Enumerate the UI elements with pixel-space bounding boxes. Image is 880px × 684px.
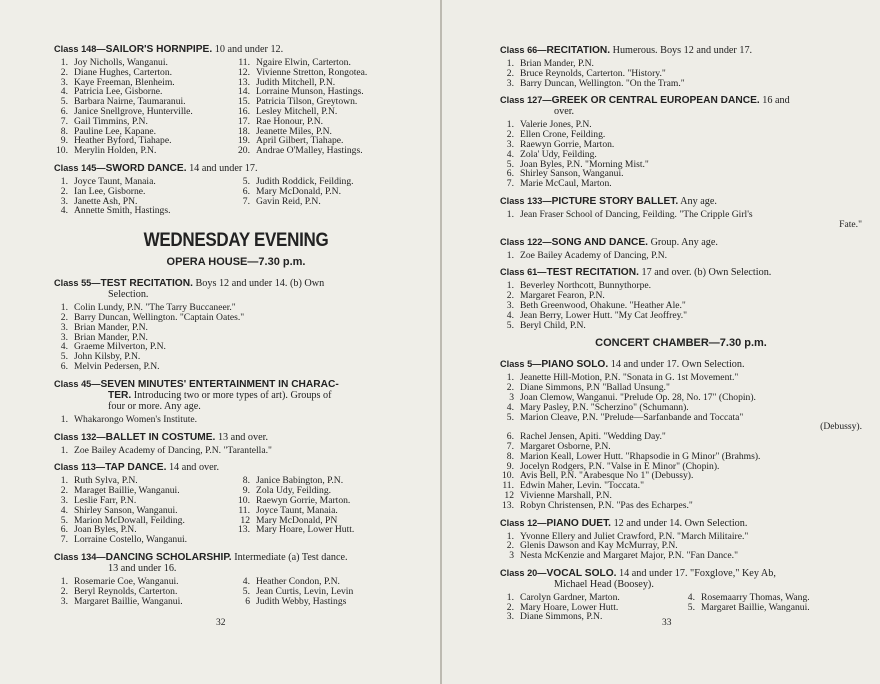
entry-number: 16.: [238, 105, 250, 117]
list-item: [54, 446, 418, 456]
page-number: 32: [216, 618, 226, 628]
entry-text: Nesta McKenzie and Margaret Major, P.N. "Fan Dance.": [520, 550, 738, 562]
entry-number: 3: [509, 550, 514, 562]
entry-text: Joy Nicholls, Wanganui.: [74, 57, 168, 68]
entry-number: 7.: [60, 534, 68, 546]
list-item: [54, 206, 236, 216]
entry-text: Patricia Lee, Gisborne.: [74, 86, 163, 98]
entry-number: 4.: [60, 504, 68, 516]
entry-number: 1.: [506, 208, 514, 220]
entry-text: Joyce Taunt, Manaia.: [74, 175, 156, 187]
entry-number: 10.: [502, 470, 514, 482]
list-item: [500, 179, 862, 189]
entry-number: 3.: [60, 195, 68, 207]
entry-text: Jean Berry, Lower Hutt. "My Cat Jeoffrey.": [520, 309, 688, 321]
entry-number: 2.: [506, 290, 514, 302]
entry-number: 5.: [60, 96, 68, 108]
entry-number: 15.: [238, 96, 250, 108]
entry-list: [500, 593, 681, 622]
entry-list: [236, 476, 418, 545]
entry-number: 2.: [506, 67, 514, 79]
list-item: [54, 535, 236, 545]
entry-text: Bruce Reynolds, Carterton. "History.": [520, 67, 666, 79]
entry-number: 1.: [60, 444, 68, 456]
entry-number: 13.: [502, 499, 514, 511]
entry-text: Janice Snellgrove, Hunterville.: [74, 105, 193, 117]
class-132-section: [54, 432, 418, 456]
entry-text: Zola Udy, Feilding.: [256, 485, 332, 497]
entry-number: 2.: [506, 601, 514, 613]
entry-number: 5.: [506, 411, 514, 423]
entry-number: 5.: [242, 585, 250, 597]
entry-number: 7.: [60, 115, 68, 127]
entry-number: 3.: [60, 595, 68, 607]
entry-number: 4.: [60, 205, 68, 217]
entry-text: Judith Webby, Hastings: [256, 595, 347, 607]
entry-text: Beryl Child, P.N.: [520, 319, 586, 331]
entry-number: 3.: [506, 138, 514, 150]
entry-text: Rachel Jensen, Apiti. "Wedding Day.": [520, 431, 666, 443]
entry-text: Joan Byles, P.N. "Morning Mist.": [520, 158, 649, 170]
entry-number: 3.: [506, 611, 514, 623]
entry-text: Mary Hoare, Lower Hutt.: [256, 524, 355, 536]
entry-number: 8.: [242, 475, 250, 487]
entry-text: Zoe Bailey Academy of Dancing, P.N. "Tarantella.": [74, 444, 272, 456]
list-item: [54, 146, 236, 156]
entry-number: 17.: [238, 115, 250, 127]
entry-list: [54, 577, 236, 606]
entry-text: Ngaire Elwin, Carterton.: [256, 57, 351, 68]
entry-list: [500, 532, 862, 561]
entry-text: Avis Bell, P.N. "Arabesque No 1" (Debussy).: [520, 470, 694, 482]
entry-text: Barry Duncan, Wellington. "Captain Oates.": [74, 311, 245, 323]
entry-text: Rae Honour, P.N.: [256, 115, 324, 127]
entry-text: Mary Hoare, Lower Hutt.: [520, 601, 619, 613]
entry-list: [500, 210, 862, 220]
entry-number: 8.: [60, 125, 68, 137]
class-55-section: [54, 278, 418, 372]
entry-text: Vivienne Stretton, Rongotea.: [256, 66, 368, 78]
entry-number: 19.: [238, 135, 250, 147]
entry-number: 6: [245, 595, 250, 607]
class-5-section: [500, 359, 862, 510]
list-item: [500, 251, 862, 261]
class-134-section: [54, 552, 418, 606]
entry-number: 9.: [242, 485, 250, 497]
class-45-section: [54, 379, 418, 425]
page-number: 33: [662, 618, 672, 628]
class-header: Class 127—GREEK OR CENTRAL EUROPEAN DANCE. 16 and over.: [500, 95, 790, 118]
entry-text: Gail Timmins, P.N.: [74, 115, 148, 127]
entry-number: 7.: [506, 178, 514, 190]
entry-list: [54, 58, 236, 156]
entry-text: Marion Keall, Lower Hutt. "Rhapsodie in G Minor" (Brahms).: [520, 450, 761, 462]
entry-number: 20.: [238, 145, 250, 157]
entry-list: [500, 251, 862, 261]
entry-number: 7.: [506, 440, 514, 452]
entry-text: Kaye Freeman, Blenheim.: [74, 76, 175, 88]
entry-text: Maraget Baillie, Wanganui.: [74, 485, 180, 497]
entry-text: Beverley Northcott, Bunnythorpe.: [520, 280, 652, 292]
entry-text: Ellen Crone, Feilding.: [520, 129, 606, 141]
entry-number: 18.: [238, 125, 250, 137]
entry-text: Jean Curtis, Levin, Levin: [256, 585, 354, 597]
entry-number: 3.: [506, 299, 514, 311]
entry-number: 12: [240, 514, 250, 526]
entry-list: [54, 303, 418, 372]
entry-text: Mary Pasley, P.N. "Scherzino" (Schumann).: [520, 401, 689, 413]
entry-text: Jean Fraser School of Dancing, Feilding. "The Cripple Girl's: [520, 208, 753, 220]
entry-list: [500, 120, 862, 189]
entry-number: 14.: [238, 86, 250, 98]
entry-number: 3.: [60, 321, 68, 333]
entry-text: Brian Mander, P.N.: [74, 321, 148, 333]
opera-house-venue: OPERA HOUSE—7.30 p.m.: [166, 256, 306, 269]
entry-text: Mary McDonald, PN: [256, 514, 338, 526]
entry-text: Lorraine Munson, Hastings.: [256, 86, 364, 98]
class-66-section: [500, 45, 862, 88]
entry-number: 6.: [242, 185, 250, 197]
entry-number: 6.: [506, 431, 514, 443]
class-header: Class 122—SONG AND DANCE. Group. Any age.: [500, 236, 718, 248]
entry-text: Jeanette Hill-Motion, P.N. "Sonata in G. 1st Movement.": [520, 372, 739, 384]
entry-number: 12: [504, 489, 514, 501]
entry-text: Heather Condon, P.N.: [256, 575, 340, 587]
entry-text: Vivienne Marshall, P.N.: [520, 489, 612, 501]
entry-number: 1.: [60, 302, 68, 314]
entry-list: [54, 446, 418, 456]
entry-number: 8.: [506, 450, 514, 462]
entry-list: [236, 177, 418, 216]
entry-text: Edwin Maher, Levin. "Toccata.": [520, 480, 644, 492]
entry-text: Gavin Reid, P.N.: [256, 195, 321, 207]
entry-number: 4.: [242, 575, 250, 587]
entry-number: 2.: [60, 185, 68, 197]
entry-text: Janice Babington, P.N.: [256, 475, 344, 487]
entry-number: 11.: [238, 57, 250, 68]
entry-number: 12.: [238, 66, 250, 78]
entry-text: Judith Mitchell, P.N.: [256, 76, 336, 88]
entry-text: Barbara Nairne, Taumaranui.: [74, 96, 186, 108]
entry-text: Margaret Baillie, Wanganui.: [701, 601, 810, 613]
list-item: [236, 146, 418, 156]
entry-text: Margaret Baillie, Wanganui.: [74, 595, 183, 607]
entry-number: 6.: [60, 105, 68, 117]
entry-number: 9.: [60, 135, 68, 147]
entry-text: Zola' Udy, Feilding.: [520, 148, 597, 160]
entry-number: 1.: [60, 475, 68, 487]
entry-text: Rosemaarry Thomas, Wang.: [701, 591, 810, 603]
entry-number: 1.: [506, 58, 514, 69]
entry-number: 5.: [60, 514, 68, 526]
entry-number: 1.: [506, 280, 514, 292]
entry-number: 5.: [60, 351, 68, 363]
entry-number: 6.: [60, 524, 68, 536]
list-item: [500, 413, 862, 423]
list-item: [54, 362, 418, 372]
class-113-section: [54, 462, 418, 545]
list-item: [681, 603, 862, 613]
entry-number: 3.: [60, 76, 68, 88]
list-item: [500, 79, 862, 89]
entry-number: 2.: [506, 382, 514, 394]
entry-number: 1.: [60, 413, 68, 425]
class-header: Class 55—TEST RECITATION. Boys 12 and under 14. (b) Own Selection.: [54, 278, 325, 301]
entry-list: [500, 281, 862, 330]
entry-number: 4.: [506, 309, 514, 321]
entry-number: 5.: [242, 175, 250, 187]
entry-text: Lorraine Costello, Wanganui.: [74, 534, 188, 546]
list-item: [500, 551, 862, 561]
entry-number: 1.: [506, 591, 514, 603]
entry-text: Pauline Lee, Kapane.: [74, 125, 157, 137]
entry-number: 10.: [238, 494, 250, 506]
entry-text: Jeanette Miles, P.N.: [256, 125, 332, 137]
class-header: Class 113—TAP DANCE. 14 and over.: [54, 462, 220, 474]
entry-text: Zoe Bailey Academy of Dancing, P.N.: [520, 249, 668, 261]
list-item: [236, 197, 418, 207]
entry-number: 6.: [60, 360, 68, 372]
class-header: Class 148—SAILOR'S HORNPIPE. 10 and under 12.: [54, 44, 284, 55]
list-item: [236, 597, 418, 607]
entry-text: Marion Cleave, P.N. "Prelude—Sarfanbande and Toccata": [520, 411, 744, 423]
entry-number: 13.: [238, 76, 250, 88]
entry-number: 1.: [506, 530, 514, 542]
entry-text: Raewyn Gorrie, Marton.: [520, 138, 615, 150]
entry-number: 7.: [242, 195, 250, 207]
entry-text: Lesley Mitchell, P.N.: [256, 105, 338, 117]
entry-list: [236, 58, 418, 156]
list-item: [500, 612, 681, 622]
entry-list: [54, 415, 418, 425]
entry-number: 4.: [60, 341, 68, 353]
right-page: [442, 0, 880, 684]
entry-text: Joyce Taunt, Manaia.: [256, 504, 338, 516]
entry-text: Patricia Tilson, Greytown.: [256, 96, 358, 108]
entry-number: 3.: [506, 77, 514, 89]
entry-text: Shirley Sanson, Wanganui.: [74, 504, 178, 516]
entry-number: 10.: [56, 145, 68, 157]
entry-text: Joan Clemow, Wanganui. "Prelude Op. 28, No. 17" (Chopin).: [520, 391, 756, 403]
entry-number: 5.: [687, 601, 695, 613]
entry-text: Merylin Holden, P.N.: [74, 145, 157, 157]
entry-number: 4.: [60, 86, 68, 98]
entry-text: Robyn Christensen, P.N. "Pas des Echarpes.": [520, 499, 693, 511]
entry-text: Rosemarie Coe, Wanganui.: [74, 575, 179, 587]
entry-text: Barry Duncan, Wellington. "On the Tram.": [520, 77, 685, 89]
wednesday-evening-heading: WEDNESDAY EVENING: [143, 228, 329, 251]
entry-text: Marie McCaul, Marton.: [520, 178, 612, 190]
list-item: [54, 597, 236, 607]
class-127-section: [500, 95, 862, 189]
class-header: Class 66—RECITATION. Humerous. Boys 12 and under 17.: [500, 45, 753, 56]
class-145-section: [54, 163, 418, 216]
class-header: Class 45—SEVEN MINUTES' ENTERTAINMENT IN CHARAC- TER. Introducing two or more types of art). Groups of four or more. Any age.: [54, 378, 339, 412]
entry-text: Valerie Jones, P.N.: [520, 119, 592, 131]
entry-number: 5.: [506, 158, 514, 170]
entry-list: [500, 373, 862, 510]
entry-text: Annette Smith, Hastings.: [74, 205, 171, 217]
entry-number: 5.: [506, 319, 514, 331]
concert-chamber-venue: CONCERT CHAMBER—7.30 p.m.: [595, 337, 767, 350]
entry-number: 11.: [502, 480, 514, 492]
class-61-section: [500, 267, 862, 330]
entry-wrap-text: (Debussy).: [820, 421, 862, 433]
entry-text: Margaret Osborne, P.N.: [520, 440, 611, 452]
entry-list: [54, 177, 236, 216]
entry-number: 2.: [60, 311, 68, 323]
entry-number: 1.: [60, 575, 68, 587]
entry-text: Leslie Farr, P.N.: [74, 494, 137, 506]
entry-text: Diane Simmons, P.N.: [520, 611, 603, 623]
list-item: [500, 210, 862, 220]
entry-text: Carolyn Gardner, Marton.: [520, 591, 620, 603]
entry-text: Janette Ash, PN.: [74, 195, 138, 207]
entry-text: Raewyn Gorrie, Marton.: [256, 494, 351, 506]
entry-number: 4.: [506, 401, 514, 413]
entry-number: 2.: [506, 129, 514, 141]
entry-number: 9.: [506, 460, 514, 472]
entry-list: [500, 59, 862, 88]
entry-number: 6.: [506, 168, 514, 180]
class-header: Class 134—DANCING SCHOLARSHIP. Intermediate (a) Test dance. 13 and under 16.: [54, 551, 348, 574]
entry-number: 2.: [506, 540, 514, 552]
entry-number: 1.: [506, 249, 514, 261]
list-item: [500, 321, 862, 331]
entry-text: Whakarongo Women's Institute.: [74, 413, 198, 425]
entry-number: 4.: [687, 591, 695, 603]
entry-text: Diane Hughes, Carterton.: [74, 66, 173, 78]
entry-text: John Kilsby, P.N.: [74, 351, 141, 363]
entry-text: Mary McDonald, P.N.: [256, 185, 342, 197]
entry-text: Brian Mander, P.N.: [520, 58, 594, 69]
entry-text: Margaret Fearon, P.N.: [520, 290, 605, 302]
entry-text: April Gilbert, Tiahape.: [256, 135, 344, 147]
entry-list: [681, 593, 862, 622]
entry-text: Brian Mander, P.N.: [74, 331, 148, 343]
class-20-section: [500, 568, 862, 622]
class-12-section: [500, 518, 862, 561]
entry-text: Jocelyn Rodgers, P.N. "Valse in E Minor" (Chopin).: [520, 460, 720, 472]
entry-text: Colin Lundy, P.N. "The Tarry Buccaneer.": [74, 302, 236, 314]
entry-number: 3: [509, 391, 514, 403]
class-header: Class 5—PIANO SOLO. 14 and under 17. Own Selection.: [500, 359, 745, 371]
entry-number: 1.: [60, 57, 68, 68]
entry-number: 3.: [60, 331, 68, 343]
entry-number: 2.: [60, 485, 68, 497]
entry-text: Shirley Sanson, Wanganui.: [520, 168, 624, 180]
entry-text: Heather Byford, Tiahape.: [74, 135, 172, 147]
entry-number: 11.: [238, 504, 250, 516]
class-header: Class 145—SWORD DANCE. 14 and under 17.: [54, 162, 258, 174]
entry-text: Glenis Dawson and Kay McMurray, P.N.: [520, 540, 678, 552]
entry-number: 4.: [506, 148, 514, 160]
class-133-section: [500, 196, 862, 230]
entry-number: 1.: [506, 372, 514, 384]
entry-list: [236, 577, 418, 606]
entry-text: Marion McDowall, Feilding.: [74, 514, 185, 526]
list-item: [236, 525, 418, 535]
list-item: [500, 501, 862, 511]
entry-number: 1.: [60, 175, 68, 187]
class-148-section: [54, 44, 418, 156]
entry-text: Melvin Pedersen, P.N.: [74, 360, 160, 372]
class-header: Class 20—VOCAL SOLO. 14 and under 17. "Foxglove," Key Ab, Michael Head (Boosey).: [500, 567, 776, 590]
entry-text: Andrae O'Malley, Hastings.: [256, 145, 363, 157]
entry-wrap: Fate.": [839, 218, 862, 230]
class-header: Class 61—TEST RECITATION. 17 and over. (b) Own Selection.: [500, 267, 772, 279]
class-header: Class 133—PICTURE STORY BALLET. Any age.: [500, 195, 717, 207]
entry-text: Ruth Sylva, P.N.: [74, 475, 138, 487]
entry-text: Diane Simmons, P.N "Ballad Unsung.": [520, 382, 670, 394]
entry-text: Ian Lee, Gisborne.: [74, 185, 146, 197]
entry-number: 2.: [60, 66, 68, 78]
class-header: Class 12—PIANO DUET. 12 and under 14. Own Selection.: [500, 517, 748, 529]
class-122-section: [500, 237, 862, 261]
entry-number: 3.: [60, 494, 68, 506]
entry-number: 2.: [60, 585, 68, 597]
entry-text: Beth Greenwood, Ohakune. "Heather Ale.": [520, 299, 686, 311]
entry-number: 1.: [506, 119, 514, 131]
list-item: [54, 415, 418, 425]
entry-text: Beryl Reynolds, Carterton.: [74, 585, 178, 597]
entry-text: Judith Roddick, Feilding.: [256, 175, 354, 187]
entry-list: [54, 476, 236, 545]
entry-text: Joan Byles, P.N.: [74, 524, 137, 536]
entry-text: Graeme Milverton, P.N.: [74, 341, 166, 353]
class-header: Class 132—BALLET IN COSTUME. 13 and over.: [54, 431, 269, 443]
entry-number: 13.: [238, 524, 250, 536]
entry-text: Yvonne Ellery and Juliet Crawford, P.N. "March Militaire.": [520, 530, 749, 542]
